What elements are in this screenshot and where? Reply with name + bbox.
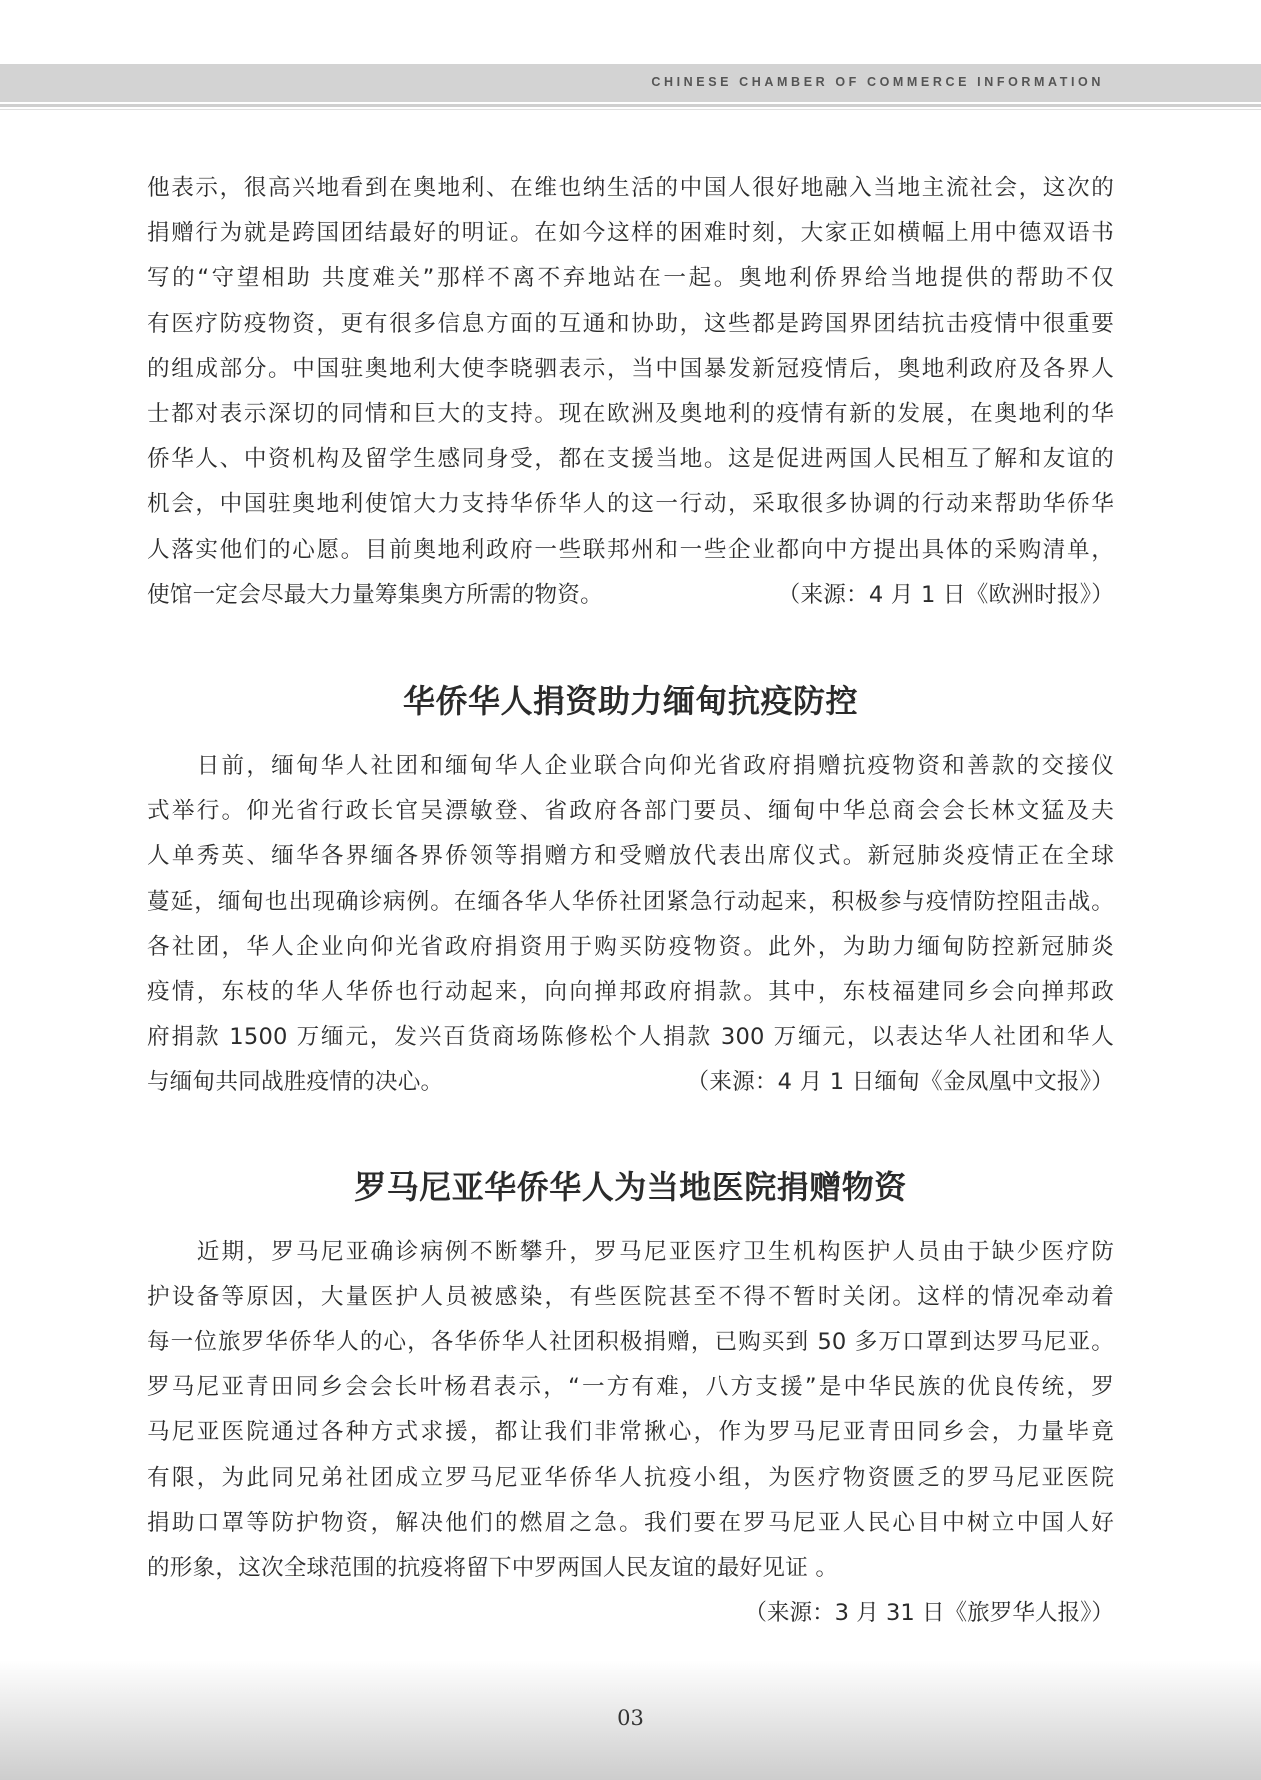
header-divider-thin [0,109,1261,110]
paragraph-line: 蔓延，缅甸也出现确诊病例。在缅各华人华侨社团紧急行动起来，积极参与疫情防控阻击战。 [147,888,1114,915]
article2-body [147,744,1114,1106]
article2-title: 华侨华人捐资助力缅甸抗疫防控 [402,682,858,721]
paragraph-line: 护设备等原因，大量医护人员被感染，有些医院甚至不得不暂时关闭。这样的情况牵动着 [147,1283,1114,1310]
article2-source: （来源：4 月 1 日缅甸《金凤凰中文报》） [686,1069,1114,1096]
paragraph-line: 各社团，华人企业向仰光省政府捐资用于购买防疫物资。此外，为助力缅甸防控新冠肺炎 [147,933,1114,960]
article3-source: （来源：3 月 31 日《旅罗华人报》） [744,1600,1114,1627]
article3-body [147,1230,1114,1592]
header-divider [0,104,1261,107]
paragraph-last-line [147,1060,1114,1105]
paragraph-line: 式举行。仰光省行政长官吴漂敏登、省政府各部门要员、缅甸中华总商会会长林文猛及夫 [147,798,1114,825]
paragraph-line: 疫情，东枝的华人华侨也行动起来，向向掸邦政府捐款。其中，东枝福建同乡会向掸邦政 [147,979,1114,1006]
article3-title: 罗马尼亚华侨华人为当地医院捐赠物资 [354,1167,907,1206]
paragraph-line: 人落实他们的心愿。目前奥地利政府一些联邦州和一些企业都向中方提出具体的采购清单， [147,536,1114,563]
paragraph-line: 日前，缅甸华人社团和缅甸华人企业联合向仰光省政府捐赠抗疫物资和善款的交接仪 [147,753,1114,780]
paragraph-last-line: 的形象，这次全球范围的抗疫将留下中罗两国人民友谊的最好见证 。 [147,1555,839,1582]
paragraph-line: 人单秀英、缅华各界缅各界侨领等捐赠方和受赠放代表出席仪式。新冠肺炎疫情正在全球 [147,843,1114,870]
paragraph-line: 捐赠行为就是跨国团结最好的明证。在如今这样的困难时刻，大家正如横幅上用中德双语书 [147,220,1114,247]
paragraph-line: 马尼亚医院通过各种方式求援，都让我们非常揪心，作为罗马尼亚青田同乡会，力量毕竟 [147,1419,1114,1446]
page-number: 03 [617,1706,644,1730]
article1-source: （来源：4 月 1 日《欧洲时报》） [777,581,1114,608]
article1-body [147,166,1114,618]
paragraph-line-text: 与缅甸共同战胜疫情的决心。 [147,1069,444,1096]
paragraph-line: 他表示，很高兴地看到在奥地利、在维也纳生活的中国人很好地融入当地主流社会，这次的 [147,175,1114,201]
paragraph-line: 机会，中国驻奥地利使馆大力支持华侨华人的这一行动，采取很多协调的行动来帮助华侨华 [147,491,1114,518]
paragraph-last-line [147,573,1114,618]
page-content [147,166,1114,1636]
paragraph-line: 的组成部分。中国驻奥地利大使李晓驷表示，当中国暴发新冠疫情后，奥地利政府及各界人 [147,355,1114,382]
paragraph-line: 府捐款 1500 万缅元，发兴百货商场陈修松个人捐款 300 万缅元，以表达华人社团和华人 [147,1024,1114,1051]
paragraph-line: 近期，罗马尼亚确诊病例不断攀升，罗马尼亚医疗卫生机构医护人员由于缺少医疗防 [147,1238,1114,1265]
paragraph-line: 侨华人、中资机构及留学生感同身受，都在支援当地。这是促进两国人民相互了解和友谊的 [147,446,1114,473]
paragraph-line: 士都对表示深切的同情和巨大的支持。现在欧洲及奥地利的疫情有新的发展，在奥地利的华 [147,401,1114,428]
header-title: CHINESE CHAMBER OF COMMERCE INFORMATION [651,75,1104,89]
paragraph-line: 每一位旅罗华侨华人的心，各华侨华人社团积极捐赠，已购买到 50 多万口罩到达罗马尼亚。 [147,1329,1114,1356]
paragraph-line: 罗马尼亚青田同乡会会长叶杨君表示，“一方有难，八方支援”是中华民族的优良传统，罗 [147,1374,1114,1401]
paragraph-line: 捐助口罩等防护物资，解决他们的燃眉之急。我们要在罗马尼亚人民心目中树立中国人好 [147,1509,1114,1536]
paragraph-line: 有限，为此同兄弟社团成立罗马尼亚华侨华人抗疫小组，为医疗物资匮乏的罗马尼亚医院 [147,1464,1114,1491]
paragraph-line-text: 使馆一定会尽最大力量筹集奥方所需的物资。 [147,581,603,608]
paragraph-line: 有医疗防疫物资，更有很多信息方面的互通和协助，这些都是跨国界团结抗击疫情中很重要 [147,310,1114,337]
paragraph-line: 写的“守望相助 共度难关”那样不离不弃地站在一起。奥地利侨界给当地提供的帮助不仅 [147,265,1114,292]
